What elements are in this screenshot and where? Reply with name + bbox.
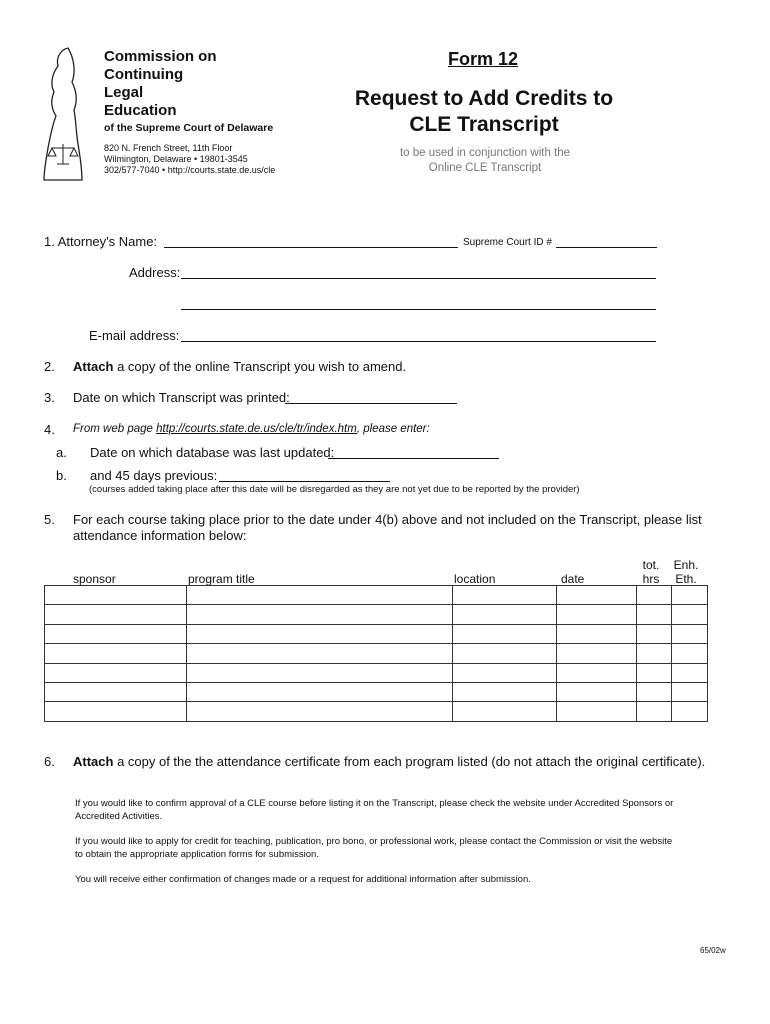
transcript-printed-label: Date on which Transcript was printed: xyxy=(73,390,290,405)
cell-location[interactable] xyxy=(453,702,557,721)
col-header-sponsor: sponsor xyxy=(73,572,116,586)
table-row xyxy=(45,586,708,605)
cell-total-hours[interactable] xyxy=(637,702,672,721)
col-header-total-hours: tot. hrs xyxy=(642,558,660,586)
cell-date[interactable] xyxy=(557,663,637,682)
note-apply-credit: If you would like to apply for credit for teaching, publication, pro bono, or professional work, please contact the Commission or visit the website to obtain the appropriate application forms for submission. xyxy=(75,836,673,860)
delaware-map-logo xyxy=(38,44,96,184)
table-row xyxy=(45,702,708,721)
cell-total-hours[interactable] xyxy=(637,644,672,663)
item6-number: 6. xyxy=(44,754,55,769)
email-label: E-mail address: xyxy=(89,328,180,343)
cell-total-hours[interactable] xyxy=(637,624,672,643)
days-previous-label: and 45 days previous: xyxy=(90,468,218,483)
table-row xyxy=(45,663,708,682)
item6-text: Attach a copy of the the attendance certificate from each program listed (do not attach the original certificate). xyxy=(73,754,706,769)
days-previous-field[interactable] xyxy=(219,466,390,482)
cell-location[interactable] xyxy=(453,644,557,663)
form-number: Form 12 xyxy=(448,49,519,69)
attorney-name-field[interactable] xyxy=(164,231,458,248)
cell-location[interactable] xyxy=(453,586,557,605)
cell-program-title[interactable] xyxy=(187,644,453,663)
cell-date[interactable] xyxy=(557,586,637,605)
item4-instruction: From web page http://courts.state.de.us/cle/tr/index.htm, please enter: xyxy=(73,423,430,435)
cell-total-hours[interactable] xyxy=(637,605,672,624)
page-title: Request to Add Credits to CLE Transcript xyxy=(354,87,614,136)
cell-program-title[interactable] xyxy=(187,586,453,605)
cell-program-title[interactable] xyxy=(187,624,453,643)
database-updated-field[interactable] xyxy=(328,443,499,459)
transcript-printed-date-field[interactable] xyxy=(285,388,457,404)
item4-note: (courses added taking place after this date will be disregarded as they are not yet due to be reported by the provider) xyxy=(89,484,580,495)
cell-sponsor[interactable] xyxy=(45,663,187,682)
col-header-date: date xyxy=(561,572,585,586)
cell-enhanced-ethics[interactable] xyxy=(672,682,708,701)
web-page-link[interactable]: http://courts.state.de.us/cle/tr/index.htm xyxy=(156,423,357,435)
cell-program-title[interactable] xyxy=(187,663,453,682)
cell-sponsor[interactable] xyxy=(45,644,187,663)
scales-of-justice-icon xyxy=(48,144,78,164)
item3-number: 3. xyxy=(44,390,55,405)
cell-sponsor[interactable] xyxy=(45,605,187,624)
cell-total-hours[interactable] xyxy=(637,682,672,701)
org-address: 820 N. French Street, 11th Floor Wilmington, Delaware • 19801-3545 302/577-7040 • http://courts.state.de.us/cle xyxy=(104,143,276,175)
email-field[interactable] xyxy=(181,325,656,342)
cell-date[interactable] xyxy=(557,682,637,701)
database-updated-label: Date on which database was last updated: xyxy=(90,445,335,460)
cell-location[interactable] xyxy=(453,605,557,624)
cell-location[interactable] xyxy=(453,663,557,682)
cell-enhanced-ethics[interactable] xyxy=(672,702,708,721)
col-header-enhanced-ethics: Enh. Eth. xyxy=(673,558,699,586)
cell-date[interactable] xyxy=(557,702,637,721)
cell-location[interactable] xyxy=(453,682,557,701)
item2-number: 2. xyxy=(44,359,55,374)
supreme-court-id-field[interactable] xyxy=(556,231,657,248)
table-row xyxy=(45,682,708,701)
cell-sponsor[interactable] xyxy=(45,586,187,605)
item5-text: For each course taking place prior to the date under 4(b) above and not included on the Transcript, please list attendance information below: xyxy=(73,512,702,543)
org-subtitle: of the Supreme Court of Delaware xyxy=(104,122,274,134)
table-row xyxy=(45,644,708,663)
address-label: Address: xyxy=(129,265,181,280)
org-name: Commission on Continuing Legal Education xyxy=(104,48,217,119)
col-header-location: location xyxy=(454,572,496,586)
cell-program-title[interactable] xyxy=(187,702,453,721)
cell-total-hours[interactable] xyxy=(637,586,672,605)
cell-date[interactable] xyxy=(557,624,637,643)
page-subtitle: to be used in conjunction with the Online CLE Transcript xyxy=(399,147,571,174)
cell-program-title[interactable] xyxy=(187,605,453,624)
cell-enhanced-ethics[interactable] xyxy=(672,644,708,663)
item2-text: Attach a copy of the online Transcript you wish to amend. xyxy=(73,359,407,374)
supreme-court-id-label: Supreme Court ID # xyxy=(463,237,552,248)
note-confirmation: You will receive either confirmation of changes made or a request for additional information after submission. xyxy=(75,874,531,885)
cell-date[interactable] xyxy=(557,605,637,624)
item4a-label: a. xyxy=(56,445,67,460)
cell-enhanced-ethics[interactable] xyxy=(672,586,708,605)
attorney-name-label: 1. Attorney's Name: xyxy=(44,234,158,249)
form-code: 65/02w xyxy=(700,946,726,955)
item5-number: 5. xyxy=(44,512,55,527)
item4b-label: b. xyxy=(56,468,67,483)
note-confirm-approval: If you would like to confirm approval of a CLE course before listing it on the Transcript, please check the website under Accredited Sponsors or Accredited Activities. xyxy=(75,798,674,822)
cell-location[interactable] xyxy=(453,624,557,643)
address-field-line2[interactable] xyxy=(181,293,656,310)
cell-total-hours[interactable] xyxy=(637,663,672,682)
table-row xyxy=(45,624,708,643)
cell-enhanced-ethics[interactable] xyxy=(672,624,708,643)
cell-sponsor[interactable] xyxy=(45,682,187,701)
cell-date[interactable] xyxy=(557,644,637,663)
address-field-line1[interactable] xyxy=(181,262,656,279)
cell-sponsor[interactable] xyxy=(45,624,187,643)
table-row xyxy=(45,605,708,624)
cell-enhanced-ethics[interactable] xyxy=(672,663,708,682)
cell-enhanced-ethics[interactable] xyxy=(672,605,708,624)
col-header-program-title: program title xyxy=(188,572,255,586)
course-table xyxy=(44,585,708,722)
cell-sponsor[interactable] xyxy=(45,702,187,721)
item4-number: 4. xyxy=(44,422,55,437)
cell-program-title[interactable] xyxy=(187,682,453,701)
